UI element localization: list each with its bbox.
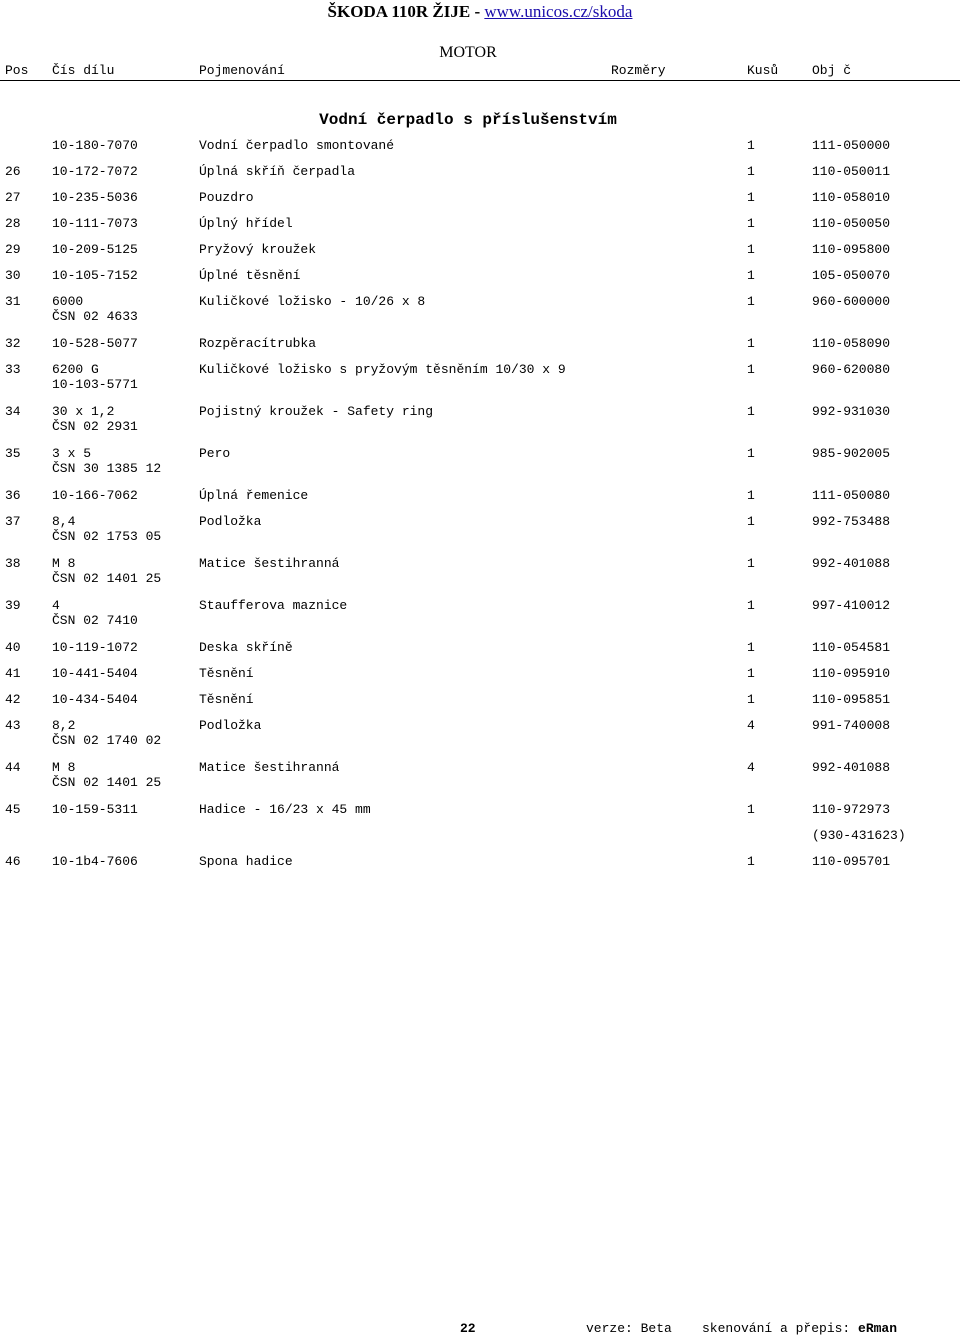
order-number-line: 992-401088 [812, 760, 891, 775]
part-number [52, 666, 138, 681]
part-name: Těsnění [199, 692, 254, 707]
order-number-line: 110-058090 [812, 336, 891, 351]
part-number [52, 362, 138, 392]
order-number [812, 640, 890, 653]
part-number [52, 446, 161, 476]
order-number [812, 404, 890, 417]
part-name: Kuličkové ložisko - 10/26 x 8 [199, 294, 426, 309]
quantity: 1 [747, 164, 755, 179]
position-number: 32 [5, 336, 21, 351]
part-number-line: 8,4 [52, 514, 76, 529]
position-number: 44 [5, 760, 21, 775]
quantity: 1 [747, 692, 755, 707]
position-number: 30 [5, 268, 21, 283]
part-number-line: 10-441-5404 [52, 666, 138, 681]
part-name: Podložka [199, 718, 262, 733]
order-number [812, 336, 890, 349]
quantity: 1 [747, 138, 755, 153]
order-number-line: 105-050070 [812, 268, 891, 283]
part-number-line: 10-180-7070 [52, 138, 138, 153]
part-number-line: 4 [52, 598, 60, 613]
part-number-line: ČSN 02 7410 [52, 613, 138, 628]
part-number-line: 10-111-7073 [52, 216, 138, 231]
part-number-line: ČSN 02 1753 05 [52, 529, 162, 544]
part-number [52, 138, 138, 153]
part-number [52, 336, 138, 351]
quantity: 1 [747, 446, 755, 461]
order-number [812, 216, 890, 229]
quantity: 1 [747, 294, 755, 309]
part-number [52, 718, 161, 748]
position-number: 42 [5, 692, 21, 707]
order-number-line: 110-095701 [812, 854, 891, 869]
credits-label [702, 1321, 897, 1336]
quantity: 1 [747, 488, 755, 503]
header-divider [0, 80, 960, 81]
website-link[interactable]: www.unicos.cz/skoda [484, 2, 633, 21]
quantity: 1 [747, 268, 755, 283]
order-number-line: 110-058010 [812, 190, 891, 205]
position-number: 27 [5, 190, 21, 205]
quantity: 1 [747, 802, 755, 817]
order-number-line: 110-095851 [812, 692, 891, 707]
part-number-line: 30 x 1,2 [52, 404, 115, 419]
order-number-line: 992-401088 [812, 556, 891, 571]
order-number-line: 997-410012 [812, 598, 891, 613]
part-name: Spona hadice [199, 854, 293, 869]
quantity: 1 [747, 514, 755, 529]
part-number-line: 3 x 5 [52, 446, 92, 461]
quantity: 1 [747, 556, 755, 571]
order-number [812, 556, 890, 569]
order-number-line: 110-095800 [812, 242, 891, 257]
order-number-line: 991-740008 [812, 718, 891, 733]
column-header-quantity: Kusů [747, 63, 779, 78]
column-header-order-number: Obj č [812, 63, 852, 78]
quantity: 1 [747, 336, 755, 351]
quantity: 1 [747, 854, 755, 869]
order-number [812, 598, 890, 611]
order-number-line: (930-431623) [812, 828, 906, 843]
column-header-dimensions: Rozměry [611, 63, 666, 78]
part-number-line: 10-434-5404 [52, 692, 138, 707]
part-number [52, 268, 138, 283]
order-number [812, 190, 890, 203]
part-number-line: 8,2 [52, 718, 76, 733]
part-number-line: 10-119-1072 [52, 640, 138, 655]
quantity: 1 [747, 640, 755, 655]
document-title [0, 2, 960, 22]
part-number [52, 598, 138, 628]
order-number [812, 242, 890, 255]
quantity: 1 [747, 598, 755, 613]
order-number-line: 960-620080 [812, 362, 891, 377]
part-number-line: M 8 [52, 760, 76, 775]
part-name: Rozpěracítrubka [199, 336, 317, 351]
order-number-line: 110-050050 [812, 216, 891, 231]
page-footer [0, 1321, 960, 1337]
part-number [52, 488, 138, 503]
quantity: 4 [747, 718, 755, 733]
position-number: 39 [5, 598, 21, 613]
part-number-line: 10-103-5771 [52, 377, 138, 392]
position-number: 35 [5, 446, 21, 461]
quantity: 1 [747, 404, 755, 419]
quantity: 1 [747, 666, 755, 681]
part-number-line: 10-166-7062 [52, 488, 138, 503]
part-name: Podložka [199, 514, 262, 529]
part-number [52, 802, 138, 817]
part-number-line: 10-209-5125 [52, 242, 138, 257]
column-header-part-number: Čís dílu [52, 63, 115, 78]
order-number-line: 111-050000 [812, 138, 891, 153]
position-number: 37 [5, 514, 21, 529]
order-number [812, 164, 890, 177]
part-name: Pojistný kroužek - Safety ring [199, 404, 434, 419]
order-number [812, 362, 890, 375]
page-number: 22 [460, 1321, 476, 1336]
section-label: MOTOR [439, 44, 497, 61]
credits-text: skenování a přepis: [702, 1321, 859, 1336]
part-number-line: 10-528-5077 [52, 336, 138, 351]
order-number-line: 985-902005 [812, 446, 891, 461]
part-name: Pouzdro [199, 190, 254, 205]
part-name: Hadice - 16/23 x 45 mm [199, 802, 371, 817]
order-number-line: 110-972973 [812, 802, 891, 817]
order-number [812, 692, 890, 705]
position-number: 29 [5, 242, 21, 257]
position-number: 26 [5, 164, 21, 179]
part-name: Staufferova maznice [199, 598, 348, 613]
part-name: Matice šestihranná [199, 556, 340, 571]
part-number [52, 556, 161, 586]
part-name: Pryžový kroužek [199, 242, 317, 257]
part-name: Vodní čerpadlo smontované [199, 138, 395, 153]
part-number-line: 10-159-5311 [52, 802, 138, 817]
part-number [52, 760, 161, 790]
order-number [812, 446, 890, 459]
part-number-line: ČSN 02 1401 25 [52, 571, 162, 586]
part-number [52, 640, 138, 655]
version-label: verze: Beta [586, 1321, 672, 1336]
order-number-line: 110-095910 [812, 666, 891, 681]
part-number-line: 10-172-7072 [52, 164, 138, 179]
title-text: ŠKODA 110R ŽIJE - [327, 2, 485, 21]
order-number-line: 992-931030 [812, 404, 891, 419]
credits-author: eRman [858, 1321, 898, 1336]
quantity: 1 [747, 190, 755, 205]
order-number-line: 111-050080 [812, 488, 891, 503]
position-number: 43 [5, 718, 21, 733]
order-number-line: 960-600000 [812, 294, 891, 309]
part-number [52, 164, 138, 179]
part-number-line: ČSN 02 4633 [52, 309, 138, 324]
part-number [52, 190, 138, 205]
order-number [812, 138, 890, 151]
part-number-line: 6000 [52, 294, 84, 309]
order-number [812, 294, 890, 307]
part-name: Úplný hřídel [199, 216, 293, 231]
group-title: Vodní čerpadlo s příslušenstvím [319, 111, 617, 129]
order-number-line: 992-753488 [812, 514, 891, 529]
order-number [812, 666, 890, 679]
order-number [812, 802, 906, 841]
position-number: 33 [5, 362, 21, 377]
position-number: 46 [5, 854, 21, 869]
part-number-line: ČSN 30 1385 12 [52, 461, 162, 476]
part-number-line: ČSN 02 2931 [52, 419, 138, 434]
quantity: 1 [747, 216, 755, 231]
part-number-line: M 8 [52, 556, 76, 571]
part-name: Úplné těsnění [199, 268, 301, 283]
part-number [52, 692, 138, 707]
order-number [812, 760, 890, 773]
order-number-line: 110-054581 [812, 640, 891, 655]
quantity: 1 [747, 362, 755, 377]
part-number [52, 216, 138, 231]
order-number-line: 110-050011 [812, 164, 891, 179]
position-number: 45 [5, 802, 21, 817]
position-number: 28 [5, 216, 21, 231]
part-number [52, 294, 138, 324]
position-number: 38 [5, 556, 21, 571]
position-number: 41 [5, 666, 21, 681]
part-name: Matice šestihranná [199, 760, 340, 775]
order-number [812, 718, 890, 731]
order-number [812, 488, 890, 501]
part-number-line: 6200 G [52, 362, 99, 377]
order-number [812, 268, 890, 281]
part-number-line: ČSN 02 1740 02 [52, 733, 162, 748]
part-name: Těsnění [199, 666, 254, 681]
part-number [52, 854, 138, 869]
column-header-row [0, 63, 960, 81]
order-number [812, 514, 890, 527]
part-number-line: 10-105-7152 [52, 268, 138, 283]
column-header-name: Pojmenování [199, 63, 285, 78]
order-number [812, 854, 890, 867]
part-name: Pero [199, 446, 231, 461]
quantity: 1 [747, 242, 755, 257]
part-name: Deska skříně [199, 640, 293, 655]
part-name: Úplná skříň čerpadla [199, 164, 356, 179]
quantity: 4 [747, 760, 755, 775]
part-number [52, 514, 161, 544]
position-number: 36 [5, 488, 21, 503]
column-header-pos: Pos [5, 63, 29, 78]
position-number: 34 [5, 404, 21, 419]
part-number [52, 404, 138, 434]
part-number-line: 10-1b4-7606 [52, 854, 138, 869]
part-name: Kuličkové ložisko s pryžovým těsněním 10/30 x 9 [199, 362, 566, 377]
position-number: 40 [5, 640, 21, 655]
part-name: Úplná řemenice [199, 488, 309, 503]
part-number [52, 242, 138, 257]
position-number: 31 [5, 294, 21, 309]
part-number-line: 10-235-5036 [52, 190, 138, 205]
part-number-line: ČSN 02 1401 25 [52, 775, 162, 790]
